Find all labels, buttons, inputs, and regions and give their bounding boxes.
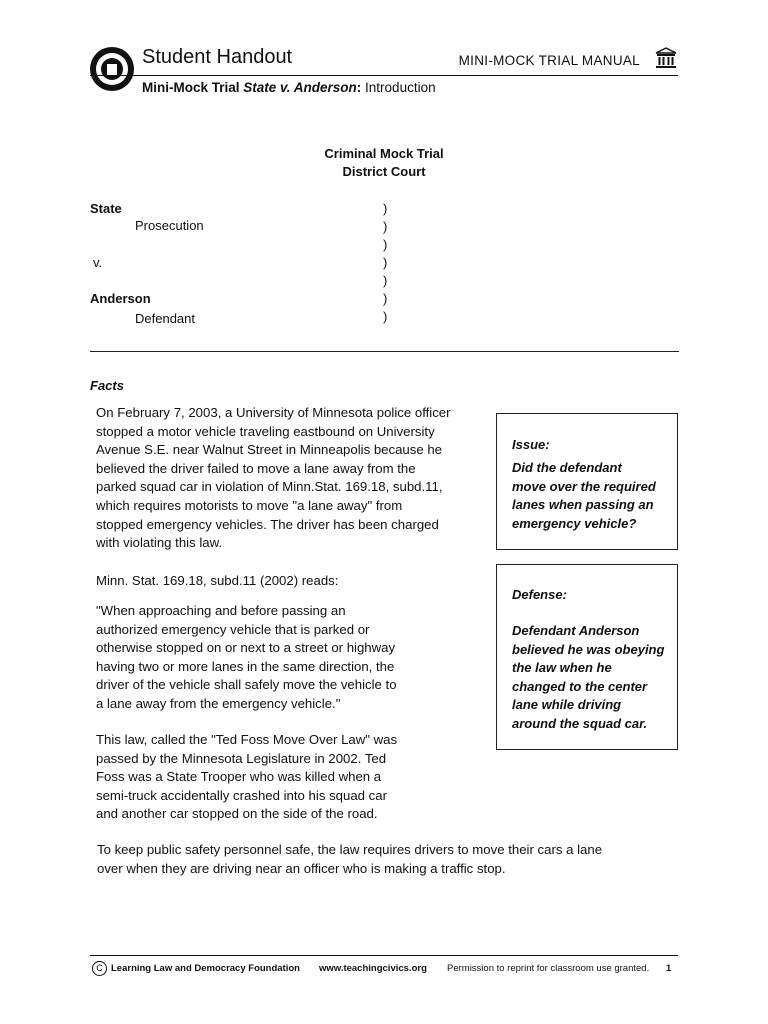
statute-citation: Minn. Stat. 169.18, subd.11 (2002) reads: (96, 573, 339, 588)
text-line: authorized emergency vehicle that is parked or (96, 621, 370, 637)
subtitle-suffix: Introduction (361, 80, 436, 95)
text-line: On February 7, 2003, a University of Minnesota police officer (96, 405, 451, 420)
text-line: with violating this law. (96, 535, 223, 551)
text-line: passed by the Minnesota Legislature in 2002. Ted (96, 750, 387, 766)
caption-prosecution: Prosecution (135, 218, 204, 233)
caption-paren: ) (383, 273, 388, 288)
caption-anderson: Anderson (90, 291, 151, 306)
subtitle-colon: : (356, 80, 362, 95)
logo-icon (90, 47, 134, 91)
footer-rule (90, 955, 678, 956)
court-line-1: Criminal Mock Trial (324, 146, 444, 161)
text-line: around the squad car. (512, 715, 648, 731)
text-line: Did the defendant (512, 460, 622, 475)
footer-permission: Permission to reprint for classroom use granted. (447, 963, 650, 974)
header-rule (90, 75, 678, 76)
text-line: emergency vehicle? (512, 515, 637, 531)
copyright-icon: C (92, 961, 107, 976)
issue-box (496, 413, 678, 550)
caption-v: v. (93, 255, 103, 270)
text-line: lanes when passing an (512, 497, 654, 512)
text-line: To keep public safety personnel safe, the law requires drivers to move their cars a lane (97, 842, 603, 857)
caption-paren: ) (383, 291, 388, 306)
caption-defendant: Defendant (135, 311, 195, 326)
subtitle (142, 80, 436, 95)
subtitle-case: State v. Anderson (243, 80, 357, 95)
text-line: stopped emergency vehicles. The driver has been charged (96, 516, 439, 532)
issue-question (512, 459, 656, 533)
courthouse-icon (655, 47, 677, 69)
text-line: stopped a motor vehicle traveling eastbound on University (96, 423, 435, 439)
text-line: Avenue S.E. near Walnut Street in Minneapolis because he (96, 442, 443, 458)
facts-paragraph-law (96, 731, 397, 824)
text-line: a lane away from the emergency vehicle." (96, 695, 341, 711)
page-number: 1 (666, 963, 672, 974)
text-line: the law when he (512, 660, 612, 675)
court-line-2: District Court (342, 164, 426, 179)
text-line: lane while driving (512, 697, 622, 712)
caption-paren: ) (383, 309, 388, 324)
text-line: which requires motorists to move "a lane away" from (96, 497, 403, 513)
section-divider (90, 351, 679, 352)
text-line: This law, called the "Ted Foss Move Over Law" was (96, 732, 398, 747)
text-line: "When approaching and before passing an (96, 603, 346, 618)
text-line: driver of the vehicle shall safely move the vehicle to (96, 677, 397, 693)
text-line: move over the required (512, 478, 656, 494)
defense-box (496, 564, 678, 750)
caption-paren: ) (383, 255, 388, 270)
caption-paren: ) (383, 237, 388, 252)
subtitle-prefix: Mini-Mock Trial (142, 80, 244, 95)
footer-url: www.teachingcivics.org (319, 963, 427, 974)
caption-state: State (90, 201, 122, 216)
defense-heading: Defense: (512, 587, 567, 602)
text-line: over when they are driving near an officer who is making a traffic stop. (97, 860, 506, 876)
text-line: parked squad car in violation of Minn.Stat. 169.18, subd.11, (96, 479, 443, 495)
caption-paren: ) (383, 219, 388, 234)
statute-quote (96, 602, 397, 714)
defense-statement (512, 622, 664, 733)
text-line: semi-truck accidentally crashed into his squad car (96, 787, 387, 803)
text-line: Foss was a State Trooper who was killed when a (96, 769, 382, 785)
issue-heading: Issue: (512, 437, 550, 452)
text-line: otherwise stopped on or next to a street or highway (96, 640, 396, 656)
text-line: having two or more lanes in the same direction, the (96, 658, 395, 674)
text-line: and another car stopped on the side of the road. (96, 806, 378, 822)
footer-org: Learning Law and Democracy Foundation (111, 963, 300, 974)
caption-paren: ) (383, 201, 388, 216)
facts-paragraph-summary (97, 841, 602, 878)
text-line: Defendant Anderson (512, 623, 640, 638)
facts-heading: Facts (90, 378, 124, 393)
facts-paragraph-1 (96, 404, 451, 553)
text-line: believed the driver failed to move a lane away from the (96, 460, 416, 476)
manual-label: MINI-MOCK TRIAL MANUAL (458, 53, 640, 68)
page-title: Student Handout (142, 46, 293, 68)
text-line: believed he was obeying (512, 641, 665, 657)
text-line: changed to the center (512, 678, 648, 694)
